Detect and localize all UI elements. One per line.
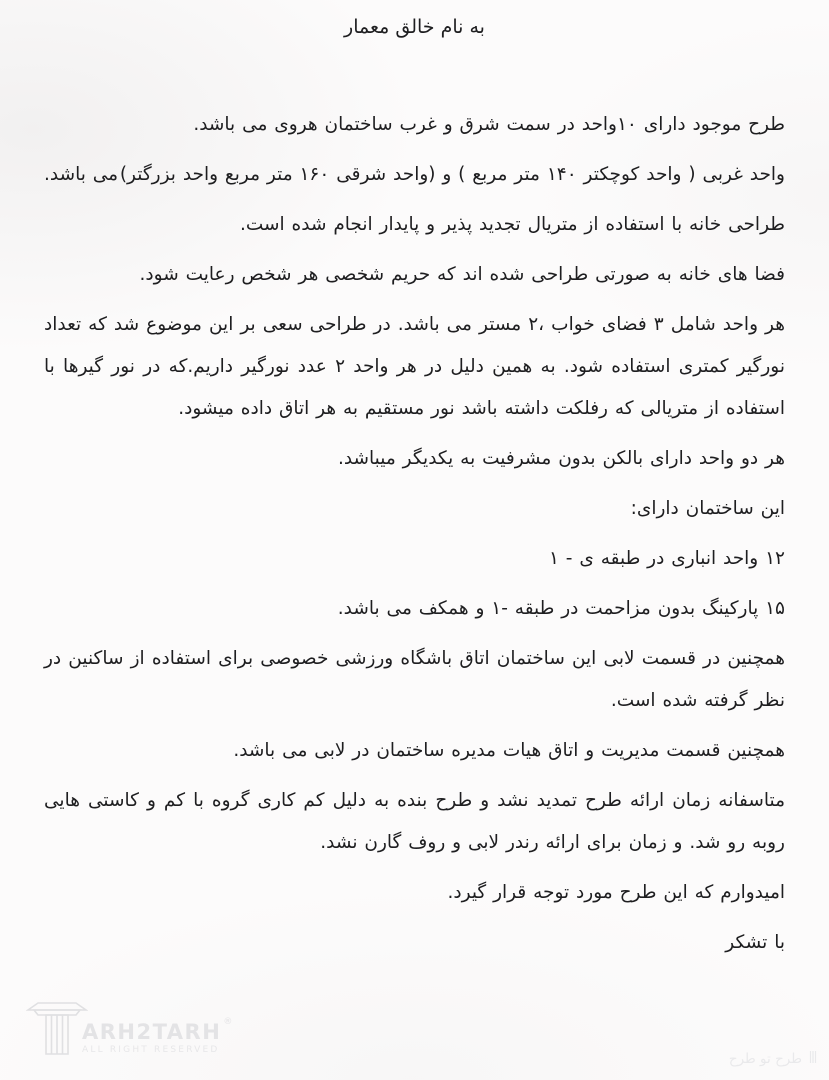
- watermark-brand: ARH2TARH: [82, 1020, 222, 1044]
- paragraph-apology: متاسفانه زمان ارائه طرح تمدید نشد و طرح بنده به دلیل کم کاری گروه با کم و کاستی هایی روبه رو شد. و زمان برای ارائه رندر لابی و روف گارن نشد.: [44, 790, 785, 853]
- page-title: به نام خالق معمار: [344, 16, 485, 38]
- paragraph-materials: طراحی خانه با استفاده از متریال تجدید پذیر و پایدار انجام شده است.: [239, 214, 785, 235]
- paragraph-unit-sizes: [44, 154, 785, 196]
- mini-column-icon: [809, 1049, 817, 1068]
- watermark-fa-text: طرح تو طرح: [728, 1050, 802, 1067]
- unit-sizes-suffix: می باشد.: [44, 164, 119, 185]
- watermark-logo: [26, 1000, 232, 1056]
- paragraph-storage-units: ۱۲ واحد انباری در طبقه ی - ۱: [548, 548, 785, 569]
- watermark-tagline: ALL RIGHT RESERVED: [82, 1045, 220, 1055]
- unit-sizes-text: واحد غربی ( واحد کوچکتر ۱۴۰ متر مربع ) و (واحد شرقی ۱۶۰ متر مربع واحد بزرگتر): [119, 164, 785, 185]
- paragraph-management: همچنین قسمت مدیریت و اتاق هیات مدیره ساختمان در لابی می باشد.: [233, 740, 785, 761]
- paragraph-parking: ۱۵ پارکینگ بدون مزاحمت در طبقه -۱ و همکف می باشد.: [337, 598, 785, 619]
- watermark-text-block: [82, 1017, 233, 1056]
- paragraph-gym: همچنین در قسمت لابی این ساختمان اتاق باشگاه ورزشی خصوصی برای استفاده از ساکنین در نظر گرفته شده است.: [44, 648, 785, 711]
- document-body: [0, 104, 829, 964]
- paragraph-unit-layout: هر واحد شامل ۳ فضای خواب ،۲ مستر می باشد. در طراحی سعی بر این موضوع شد که تعداد نورگیر کمتری استفاده شود. به همین دلیل در هر واحد ۲ عدد نورگیر داریم.که در نور گیرها با استفاده از متریالی که رفلکت داشته باشد نور مستقیم به هر اتاق داده میشود.: [44, 314, 786, 419]
- watermark-fa-brand: [729, 1049, 817, 1068]
- paragraph-units-overview: طرح موجود دارای ۱۰واحد در سمت شرق و غرب ساختمان هروی می باشد.: [193, 114, 785, 135]
- column-logo-icon: [26, 1000, 88, 1056]
- paragraph-thanks: با تشکر: [725, 932, 785, 953]
- paragraph-balconies: هر دو واحد دارای بالکن بدون مشرفیت به یکدیگر میباشد.: [337, 448, 785, 469]
- paragraph-privacy: فضا های خانه به صورتی طراحی شده اند که حریم شخصی هر شخص رعایت شود.: [139, 264, 785, 285]
- paragraph-building-has: این ساختمان دارای:: [630, 498, 785, 519]
- paragraph-hope: امیدوارم که این طرح مورد توجه قرار گیرد.: [447, 882, 785, 903]
- registered-trademark-icon: ®: [223, 1017, 233, 1027]
